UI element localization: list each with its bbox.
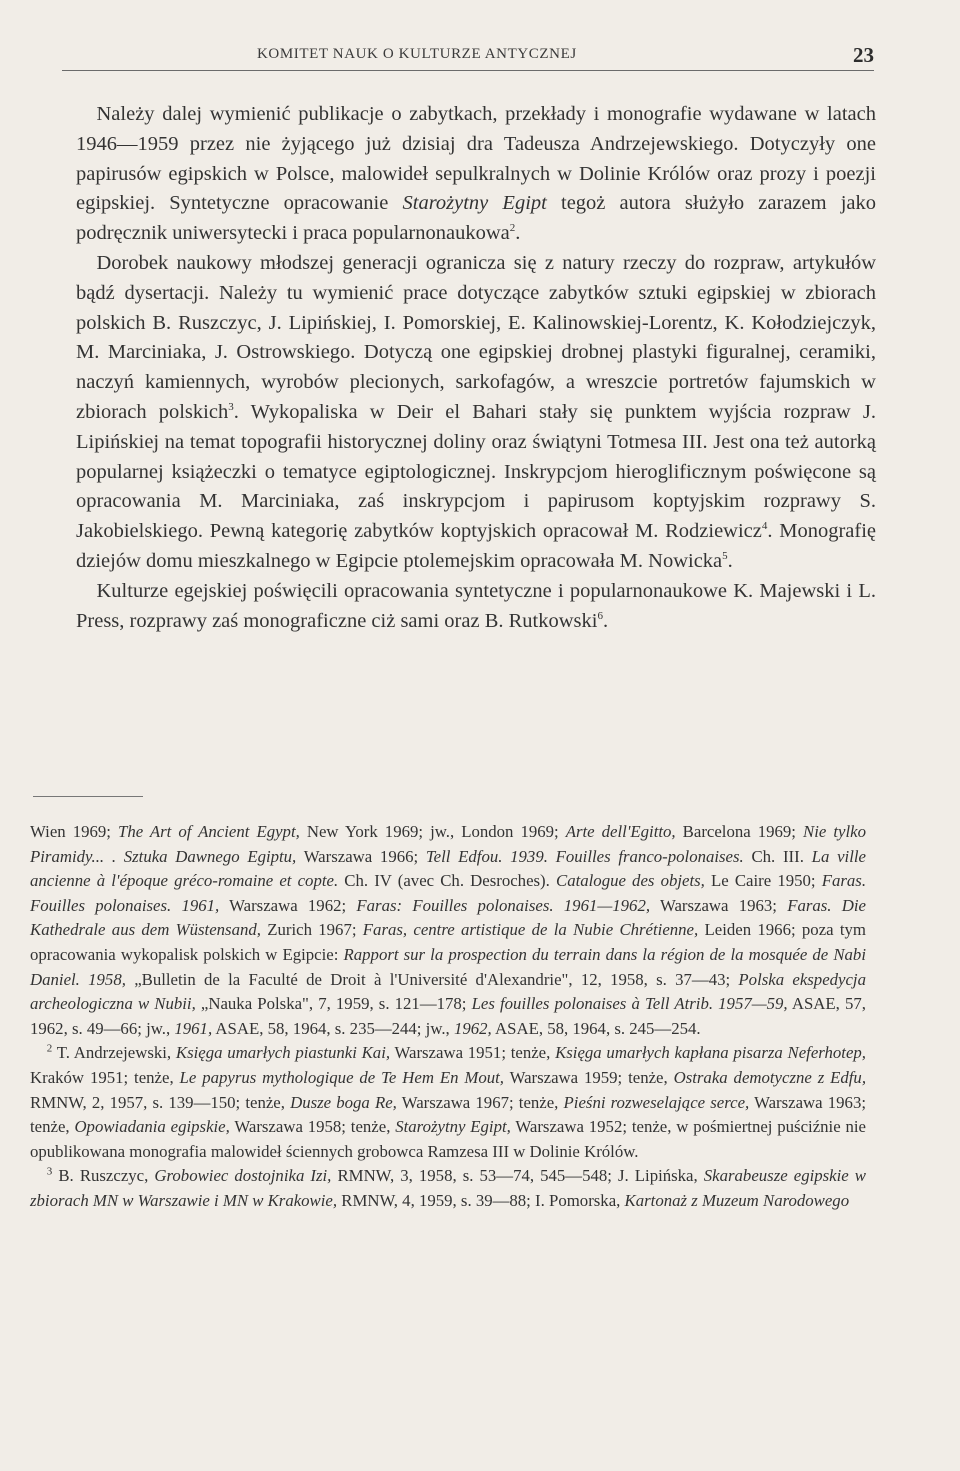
footnote-ref: 6: [597, 609, 603, 622]
footnotes: [30, 820, 866, 1214]
page-header: [62, 38, 874, 72]
book-title: Starożytny Egipt: [402, 192, 547, 215]
body-text: [76, 100, 876, 636]
running-head: KOMITET NAUK O KULTURZE ANTYCZNEJ: [257, 46, 577, 62]
footnote-ref: 2: [509, 222, 516, 235]
footnote-ref: 4: [761, 520, 768, 533]
footnote: $^3$ B. Ruszczyc, Grobowiec dostojnika Izi, RMNW, 3, 1958, s. 53—74, 545—548; J. Lipińska, Skarabeusze egipskie w zbiorach MN w Warszawie i MN w Krakowie, RMNW, 4, 1959, s. 39—88; I. Pomorska, Kartonaż z Muzeum Narodowego: [30, 1165, 866, 1210]
footnote-rule: [33, 796, 143, 797]
paragraph: Kulturze egejskiej poświęcili opracowania syntetyczne i popularnonaukowe K. Majewski i L. Press, rozprawy zaś monograficzne ciż sami oraz B. Rutkowski$^6$.: [76, 579, 876, 632]
footnote-ref: 3: [228, 401, 234, 414]
footnote: Wien 1969; The Art of Ancient Egypt, New York 1969; jw., London 1969; Arte dell'Egitto, Barcelona 1969; Nie tylko Piramidy... . Sztuka Dawnego Egiptu, Warszawa 1966; Tell Edfou. 1939. Fouilles franco-polonaises. Ch. III. La ville ancienne à l'époque gréco-romaine et copte. Ch. IV (avec Ch. Desroches). Catalogue des objets, Le Caire 1950; Faras. Fouilles polonaises. 1961, Warszawa 1962; Faras: Fouilles polonaises. 1961—1962, Warszawa 1963; Faras. Die Kathedrale aus dem Wüstensand, Zurich 1967; Faras, centre artistique de la Nubie Chrétienne, Leiden 1966; poza tym opracowania wykopalisk polskich w Egipcie: Rapport sur la prospection du terrain dans la région de la mosquée de Nabi Daniel. 1958, „Bulletin de la Faculté de Droit à l'Université d'Alexandrie", 12, 1958, s. 37—43; Polska ekspedycja archeologiczna w Nubii, „Nauka Polska", 7, 1959, s. 121—178; Les fouilles polonaises à Tell Atrib. 1957—59, ASAE, 57, 1962, s. 49—66; jw., 1961, ASAE, 58, 1964, s. 235—244; jw., 1962, ASAE, 58, 1964, s. 245—254.: [30, 822, 867, 1038]
footnote-ref: 5: [722, 550, 728, 563]
paragraph: Należy dalej wymienić publikacje o zabytkach, przekłady i monografie wydawane w latach 1946—1959 przez nie żyjącego już dzisiaj dra Tadeusza Andrzejewskiego. Dotyczyły one papirusów egipskich w Polsce, malowideł sepulkralnych w Dolinie Królów oraz prozy i poezji egipskiej. Syntetyczne opracowanie Starożytny Egipt tegoż autora służyło zarazem jako podręcznik uniwersytecki i praca popularnonaukowa$^2$.: [76, 103, 876, 245]
footnote-number: 3: [46, 1165, 53, 1178]
footnote: $^2$ T. Andrzejewski, Księga umarłych piastunki Kai, Warszawa 1951; tenże, Księga umarłych kapłana pisarza Neferhotep, Kraków 1951; tenże, Le papyrus mythologique de Te Hem En Mout, Warszawa 1959; tenże, Ostraka demotyczne z Edfu, RMNW, 2, 1957, s. 139—150; tenże, Dusze boga Re, Warszawa 1967; tenże, Pieśni rozweselające serce, Warszawa 1963; tenże, Opowiadania egipskie, Warszawa 1958; tenże, Starożytny Egipt, Warszawa 1952; tenże, w pośmiertnej puściźnie nie opublikowana monografia malowideł ściennych grobowca Ramzesa III w Dolinie Królów.: [30, 1042, 867, 1161]
header-rule: [62, 70, 874, 71]
page-number: 23: [853, 43, 874, 67]
paragraph: Dorobek naukowy młodszej generacji ogranicza się z natury rzeczy do rozpraw, artykułów bądź dysertacji. Należy tu wymienić prace dotyczące zabytków sztuki egipskiej w zbiorach polskich B. Ruszczyc, J. Lipińskiej, I. Pomorskiej, E. Kalinowskiej-Lorentz, K. Kołodziejczyk, M. Marciniaka, J. Ostrowskiego. Dotyczą one egipskiej drobnej plastyki figuralnej, ceramiki, naczyń kamiennych, wyrobów plecionych, sarkofagów, a wreszcie portretów fajumskich w zbiorach polskich$^3$. Wykopaliska w Deir el Bahari stały się punktem wyjścia rozpraw J. Lipińskiej na temat topografii historycznej doliny oraz świątyni Totmesa III. Jest ona też autorką popularnej książeczki o tematyce egiptologicznej. Inskrypcjom hieroglificznym poświęcone są opracowania M. Marciniaka, zaś inskrypcjom i papirusom koptyjskim rozprawy S. Jakobielskiego. Pewną kategorię zabytków koptyjskich opracował M. Rodziewicz$^4$. Monografię dziejów domu mieszkalnego w Egipcie ptolemejskim opracowała M. Nowicka$^5$.: [76, 251, 877, 572]
footnote-number: 2: [46, 1042, 53, 1055]
